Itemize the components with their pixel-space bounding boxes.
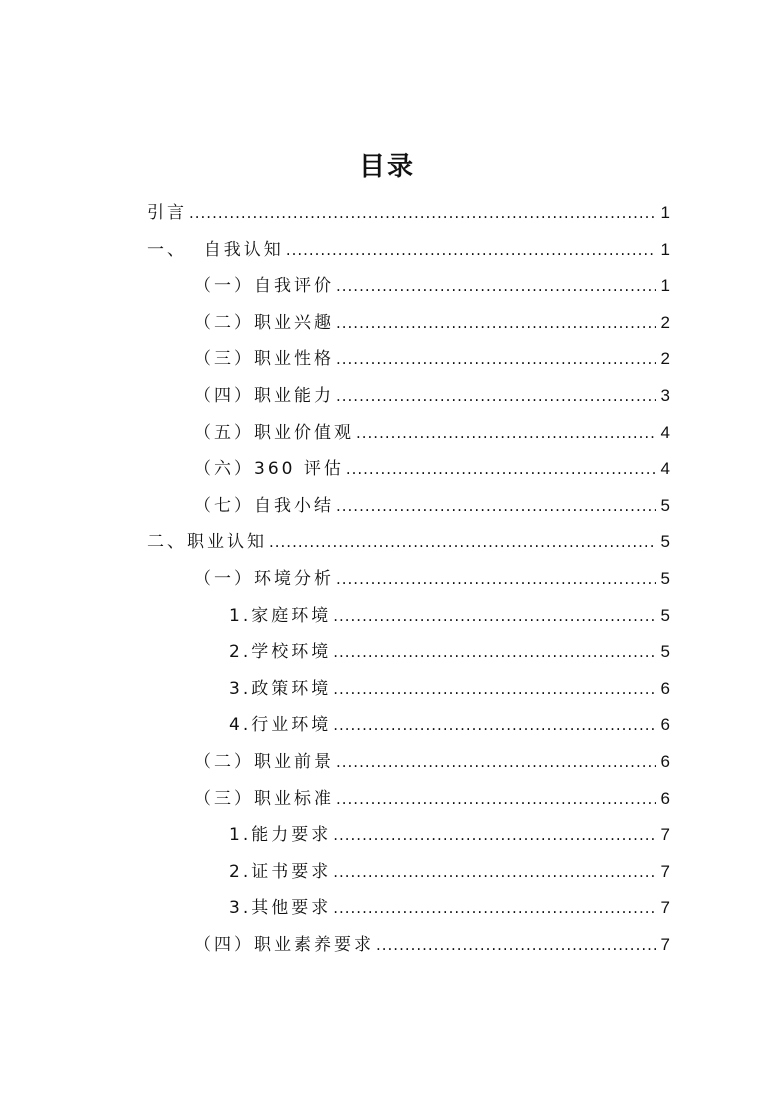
toc-entry-label: （一）自我评价 [194, 276, 334, 297]
toc-page-number: 2 [660, 312, 670, 332]
toc-entry-label: 3.政策环境 [229, 678, 332, 699]
toc-entry-label: （四）职业素养要求 [194, 935, 374, 955]
toc-dot-leader [336, 383, 656, 409]
toc-page-number: 5 [660, 569, 670, 588]
toc-page-number: 5 [660, 532, 670, 552]
toc-entry[interactable] [0, 676, 670, 702]
toc-page-number: 5 [660, 605, 670, 625]
toc-entry[interactable] [0, 310, 670, 336]
toc-entry-label: 3.其他要求 [229, 898, 332, 919]
toc-entry-label: 一、 自我认知 [147, 239, 284, 260]
toc-dot-leader [333, 676, 656, 702]
toc-page-number: 7 [660, 861, 670, 881]
toc-page-number: 6 [660, 752, 670, 771]
toc-page-number: 7 [660, 898, 670, 918]
toc-page-number: 1 [660, 203, 670, 222]
toc-entry[interactable] [0, 822, 670, 848]
toc-entry[interactable] [0, 346, 670, 372]
toc-page-number: 1 [660, 276, 670, 296]
toc-page-number: 6 [660, 788, 670, 808]
toc-dot-leader [333, 712, 656, 738]
toc-page-number: 1 [660, 239, 670, 259]
toc-page-number: 5 [660, 495, 670, 515]
toc-entry-label: 引言 [147, 203, 187, 223]
toc-entry[interactable] [0, 237, 670, 263]
toc-page-number: 7 [660, 825, 670, 845]
toc-entry-label: （七）自我小结 [194, 495, 334, 516]
toc-entry[interactable] [0, 895, 670, 921]
toc-entry-label: 二、职业认知 [147, 532, 267, 553]
toc-entry-label: （四）职业能力 [194, 386, 334, 406]
toc-dot-leader [269, 529, 656, 555]
toc-entry-label: 4.行业环境 [229, 715, 332, 736]
toc-dot-leader [189, 200, 656, 226]
toc-entry-label: （六）360 评估 [194, 459, 344, 480]
toc-page-number: 4 [660, 422, 670, 442]
toc-dot-leader [333, 859, 656, 885]
toc-entry-label: 1.家庭环境 [229, 605, 332, 626]
toc-entry[interactable] [0, 273, 670, 299]
toc-entry-label: （三）职业标准 [194, 788, 334, 809]
toc-dot-leader [336, 749, 656, 775]
toc-page-number: 6 [660, 715, 670, 735]
toc-dot-leader [336, 493, 656, 519]
toc-entry[interactable] [0, 712, 670, 738]
toc-entry[interactable] [0, 420, 670, 446]
toc-dot-leader [376, 932, 656, 958]
page-title: 目录 [358, 152, 415, 182]
toc-dot-leader [336, 273, 656, 299]
toc-entry[interactable] [0, 786, 670, 812]
toc-entry[interactable] [0, 200, 670, 226]
toc-dot-leader [346, 456, 656, 482]
toc-dot-leader [333, 822, 656, 848]
toc-entry-label: （三）职业性格 [194, 349, 334, 370]
toc-entry-label: （二）职业兴趣 [194, 312, 334, 333]
toc-entry[interactable] [0, 603, 670, 629]
toc-page-number: 6 [660, 678, 670, 698]
toc-page-number: 2 [660, 349, 670, 369]
toc-entry[interactable] [0, 493, 670, 519]
toc-entry[interactable] [0, 566, 670, 592]
toc-entry[interactable] [0, 383, 670, 409]
toc-dot-leader [336, 346, 656, 372]
toc-entry[interactable] [0, 529, 670, 555]
toc-entry[interactable] [0, 932, 670, 958]
toc-entry-label: 2.学校环境 [229, 642, 332, 663]
toc-entry[interactable] [0, 859, 670, 885]
toc-dot-leader [333, 603, 656, 629]
toc-entry[interactable] [0, 456, 670, 482]
toc-page-number: 7 [660, 935, 670, 954]
toc-dot-leader [333, 895, 656, 921]
toc-entry-label: 1.能力要求 [229, 825, 332, 846]
toc-dot-leader [333, 639, 656, 665]
toc-page-number: 3 [660, 386, 670, 405]
toc-entry[interactable] [0, 749, 670, 775]
toc-entry-label: （五）职业价值观 [194, 422, 354, 443]
toc-dot-leader [336, 310, 656, 336]
toc-dot-leader [286, 237, 656, 263]
toc-page-number: 5 [660, 642, 670, 662]
toc-dot-leader [356, 420, 656, 446]
toc-dot-leader [336, 786, 656, 812]
toc-entry-label: 2.证书要求 [229, 861, 332, 882]
toc-page-number: 4 [660, 459, 670, 479]
toc-entry-label: （二）职业前景 [194, 752, 334, 772]
toc-entry[interactable] [0, 639, 670, 665]
toc-entry-label: （一）环境分析 [194, 569, 334, 589]
toc-dot-leader [336, 566, 656, 592]
